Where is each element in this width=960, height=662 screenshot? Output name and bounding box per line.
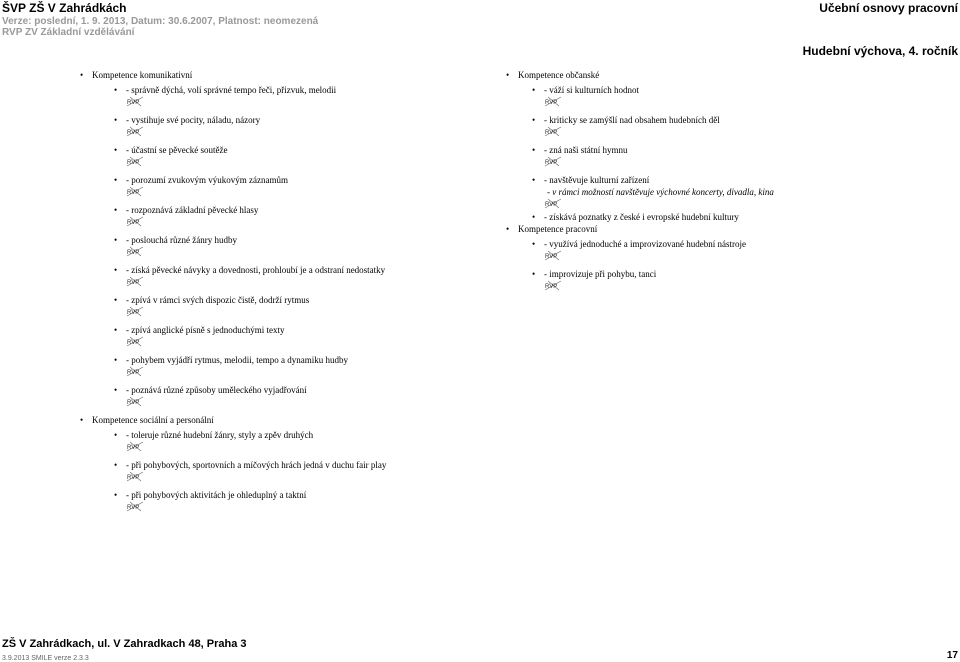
document-type: Učební osnovy pracovní [819,1,958,15]
svg-text:RVP: RVP [545,160,558,166]
list-item [532,174,946,209]
list-item [532,114,946,137]
rvp-icon[interactable] [544,156,562,167]
list-item [114,144,500,167]
rvp-icon[interactable] [126,501,144,512]
item-text: • - váží si kulturních hodnot [544,85,639,95]
item-text: • - využívá jednoduché a improvizované hudební nástroje [544,239,746,249]
list-item [532,238,946,261]
list-item [532,211,946,223]
rvp-icon[interactable] [126,126,144,137]
svg-text:RVP: RVP [127,340,140,346]
competence-list [506,84,946,223]
svg-text:RVP: RVP [127,445,140,451]
school-address: ZŠ V Zahrádkach, ul. V Zahradkach 48, Praha 3 [2,638,247,650]
list-item [114,459,500,482]
rvp-icon[interactable] [126,396,144,407]
svg-text:RVP: RVP [127,220,140,226]
item-text: • - poznává různé způsoby uměleckého vyjadřování [126,385,307,395]
svg-text:RVP: RVP [127,280,140,286]
item-text: • - rozpoznává základní pěvecké hlasy [126,205,259,215]
item-text: • - vystihuje své pocity, náladu, názory [126,115,261,125]
item-text: • - poslouchá různé žánry hudby [126,235,237,245]
list-item [114,264,500,287]
list-item [114,114,500,137]
competence-list [80,429,500,512]
item-text: • - improvizuje při pohybu, tanci [544,269,657,279]
item-text: • - při pohybových aktivitách je ohleduplný a taktní [126,490,307,500]
rvp-line: RVP ZV Základní vzdělávání [2,27,135,38]
competence-heading: • Kompetence občanské [506,69,946,81]
version-line: Verze: poslední, 1. 9. 2013, Datum: 30.6.2007, Platnost: neomezená [2,16,319,27]
document-title: ŠVP ZŠ V Zahrádkách [2,1,127,15]
svg-text:RVP: RVP [545,202,558,208]
svg-text:RVP: RVP [127,130,140,136]
rvp-icon[interactable] [126,441,144,452]
list-item [114,174,500,197]
svg-text:RVP: RVP [127,190,140,196]
svg-text:RVP: RVP [127,100,140,106]
svg-text:RVP: RVP [545,284,558,290]
svg-text:RVP: RVP [127,475,140,481]
software-version: 3.9.2013 SMILE verze 2.3.3 [2,655,89,662]
item-text: • - při pohybových, sportovních a míčových hrách jedná v duchu fair play [126,460,387,470]
item-text: • - zpívá anglické písně s jednoduchými texty [126,325,285,335]
rvp-icon[interactable] [544,96,562,107]
item-text: • - kriticky se zamýšlí nad obsahem hudebních děl [544,115,720,125]
rvp-icon[interactable] [126,306,144,317]
item-text: • - získává poznatky z české i evropské hudební kultury [544,212,739,222]
page-number: 17 [946,650,958,661]
item-text: • - porozumí zvukovým výukovým záznamům [126,175,288,185]
competence-heading: • Kompetence pracovní [506,223,946,235]
svg-text:RVP: RVP [127,160,140,166]
competence-heading: • Kompetence komunikativní [80,69,500,81]
item-text: • - účastní se pěvecké soutěže [126,145,228,155]
svg-text:RVP: RVP [545,130,558,136]
list-item [114,84,500,107]
rvp-icon[interactable] [126,186,144,197]
rvp-icon[interactable] [126,216,144,227]
item-text: • - zpívá v rámci svých dispozic čistě, dodrží rytmus [126,295,310,305]
rvp-icon[interactable] [126,336,144,347]
list-item [114,234,500,257]
item-text: • - navštěvuje kulturní zařízení [544,175,650,185]
rvp-icon[interactable] [544,198,562,209]
list-item [114,204,500,227]
competence-list [80,84,500,407]
svg-text:RVP: RVP [127,310,140,316]
list-item [114,429,500,452]
competence-heading: • Kompetence sociální a personální [80,414,500,426]
item-text: • - pohybem vyjádří rytmus, melodii, tempo a dynamiku hudby [126,355,348,365]
item-text: • - správně dýchá, volí správné tempo řeči, přizvuk, melodii [126,85,337,95]
svg-text:RVP: RVP [545,100,558,106]
rvp-icon[interactable] [126,246,144,257]
svg-text:RVP: RVP [545,254,558,260]
list-item [114,384,500,407]
rvp-icon[interactable] [126,156,144,167]
svg-text:RVP: RVP [127,250,140,256]
list-item [532,84,946,107]
item-note: - v rámci možností navštěvuje výchovné koncerty, divadla, kina [547,187,774,197]
rvp-icon[interactable] [544,250,562,261]
svg-text:RVP: RVP [127,400,140,406]
competence-list [506,238,946,291]
svg-text:RVP: RVP [127,505,140,511]
rvp-icon[interactable] [544,126,562,137]
rvp-icon[interactable] [126,366,144,377]
list-item [532,144,946,167]
item-text: • - toleruje různé hudební žánry, styly a zpěv druhých [126,430,314,440]
rvp-icon[interactable] [126,276,144,287]
rvp-icon[interactable] [544,280,562,291]
list-item [114,354,500,377]
rvp-icon[interactable] [126,96,144,107]
list-item [114,294,500,317]
svg-text:RVP: RVP [127,370,140,376]
item-text: • - zná naši státní hymnu [544,145,628,155]
list-item [114,324,500,347]
list-item [532,268,946,291]
list-item [114,489,500,512]
item-text: • - získá pěvecké návyky a dovednosti, prohloubí je a odstraní nedostatky [126,265,386,275]
rvp-icon[interactable] [126,471,144,482]
left-column [80,69,500,519]
right-column [506,69,946,298]
subject-title: Hudební výchova, 4. ročník [802,44,958,58]
